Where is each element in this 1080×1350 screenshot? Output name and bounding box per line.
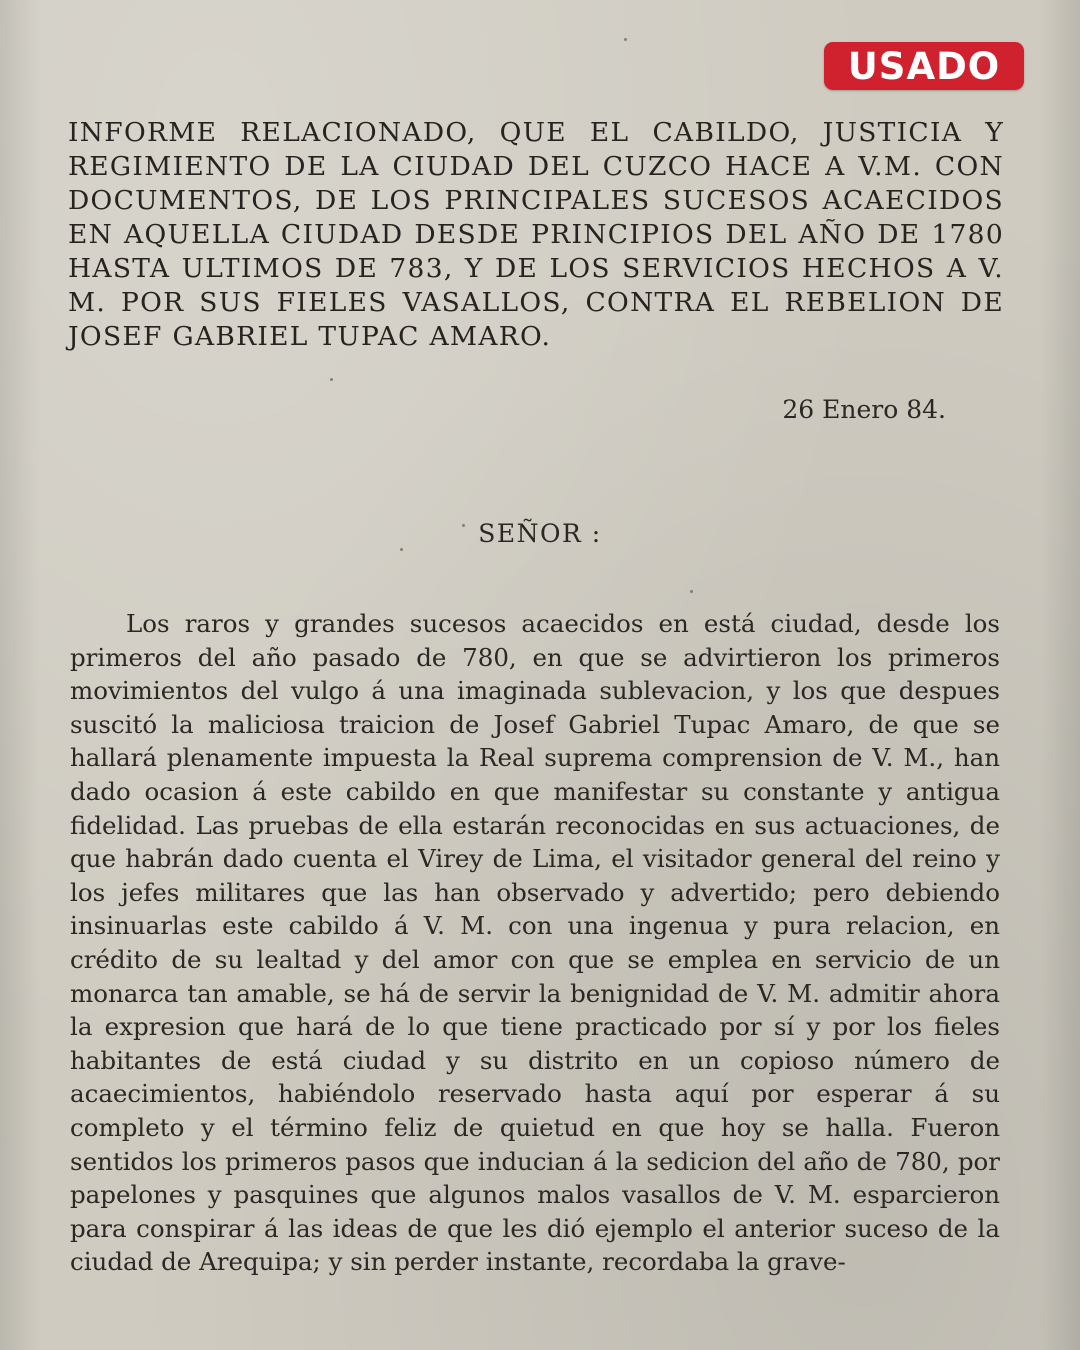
document-date: 26 Enero 84. <box>782 395 946 424</box>
ink-speck <box>690 590 693 593</box>
ink-speck <box>462 524 465 527</box>
ink-speck <box>330 378 333 381</box>
document-heading: INFORME RELACIONADO, QUE EL CABILDO, JUSTICIA Y REGIMIENTO DE LA CIUDAD DEL CUZCO HACE A V.M. CON DOCUMENTOS, DE LOS PRINCIPALES SUCESOS ACAECIDOS EN AQUELLA CIUDAD DESDE PRINCIPIOS DEL AÑO DE 1780 HASTA ULTIMOS DE 783, Y DE LOS SERVICIOS HECHOS A V. M. POR SUS FIELES VASALLOS, CONTRA EL REBELION DE JOSEF GABRIEL TUPAC AMARO. <box>68 117 1004 352</box>
ink-speck <box>624 38 627 41</box>
ink-speck <box>400 548 403 551</box>
used-badge: USADO <box>824 42 1024 90</box>
salutation: SEÑOR : <box>478 519 602 548</box>
body-paragraph: Los raros y grandes sucesos acaecidos en está ciudad, desde los primeros del año pasado de 780, en que se advirtieron los primeros movimientos del vulgo á una imaginada sublevacion, y los que despues suscitó la maliciosa traicion de Josef Gabriel Tupac Amaro, de que se hallará plenamente impuesta la Real suprema comprension de V. M., han dado ocasion á este cabildo en que manifestar su constante y antigua fidelidad. Las pruebas de ella estarán reconocidas en sus actuaciones, de que habrán dado cuenta el Virey de Lima, el visitador general del reino y los jefes militares que las han observado y advertido; pero debiendo insinuarlas este cabildo á V. M. con una ingenua y pura relacion, en crédito de su lealtad y del amor con que se emplea en servicio de un monarca tan amable, se há de servir la benignidad de V. M. admitir ahora la expresion que hará de lo que tiene practicado por sí y por los fieles habitantes de está ciudad y su distrito en un copioso número de acaecimientos, habiéndolo reservado hasta aquí por esperar á su completo y el término feliz de quietud en que hoy se halla. Fueron sentidos los primeros pasos que inducian á la sedicion del año de 780, por papelones y pasquines que algunos malos vasallos de V. M. esparcieron para conspirar á las ideas de que les dió ejemplo el anterior suceso de la ciudad de Arequipa; y sin perder instante, recordaba la grave- <box>70 609 1000 1277</box>
